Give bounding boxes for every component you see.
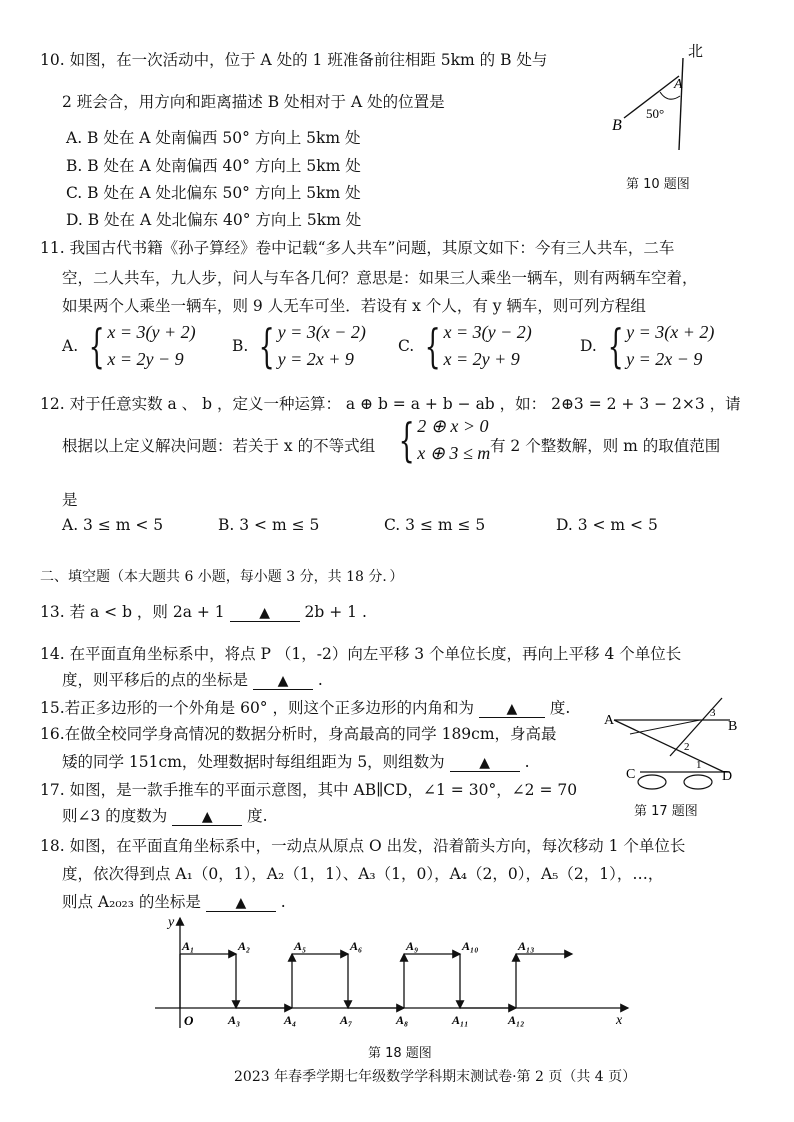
q14-line2: 度，则平移后的点的坐标是 ▲ . — [62, 671, 323, 689]
bottom-point-label: A₁₂ — [508, 1013, 525, 1027]
label-2: 2 — [684, 741, 690, 753]
q10-option-c: C. B 处在 A 处北偏东 50° 方向上 5km 处 — [66, 184, 361, 202]
label-b: B — [728, 719, 738, 734]
q17-line1: 17. 如图，是一款手推车的平面示意图，其中 AB∥CD，∠1 = 30°，∠2 = 70 — [40, 781, 578, 799]
top-point-label: A₁₃ — [518, 939, 535, 953]
answer-blank[interactable]: ▲ — [206, 895, 276, 912]
q11-option-a: A. { x = 3(y + 2) x = 2y − 9 — [62, 319, 196, 373]
axis-x-label: x — [616, 1013, 623, 1028]
label-3: 3 — [710, 707, 716, 719]
axis-y-label: y — [168, 915, 175, 930]
page-footer: 2023 年春季学期七年级数学学科期末测试卷·第 2 页（共 4 页） — [234, 1069, 637, 1085]
q10-option-b: B. B 处在 A 处南偏西 40° 方向上 5km 处 — [66, 157, 361, 175]
q18-line1: 18. 如图，在平面直角坐标系中，一动点从原点 O 出发，沿着箭头方向，每次移动 1 个单位长 — [40, 837, 686, 855]
label-c: C — [626, 767, 636, 782]
answer-blank[interactable]: ▲ — [450, 755, 520, 772]
section-2-heading: 二、填空题（本大题共 6 小题，每小题 3 分，共 18 分．） — [40, 569, 404, 585]
bottom-point-label: A₈ — [396, 1013, 409, 1027]
q11-option-b: B. { y = 3(x − 2) y = 2x + 9 — [232, 319, 366, 373]
q12-line1: 12. 对于任意实数 a 、 b ，定义一种运算： a ⊕ b = a + b − ab ，如： 2⊕3 = 2 + 3 − 2×3 ，请 — [40, 395, 741, 413]
angle-label: 50° — [646, 106, 665, 121]
q13: 13. 若 a < b ，则 2a + 1 ▲ 2b + 1 . — [40, 603, 367, 621]
q18-line2: 度，依次得到点 A₁（0，1），A₂（1，1）、A₃（1，0），A₄（2，0），A₅（2，1），…， — [62, 865, 664, 883]
q10-caption: 第 10 题图 — [626, 177, 690, 192]
q10-line2: 2 班会合，用方向和距离描述 B 处相对于 A 处的位置是 — [62, 93, 445, 111]
q16-line2: 矮的同学 151cm，处理数据时每组组距为 5，则组数为 ▲ . — [62, 753, 530, 771]
label-d: D — [722, 769, 733, 784]
answer-blank[interactable]: ▲ — [479, 701, 545, 718]
q15: 15.若正多边形的一个外角是 60° ，则这个正多边形的内角和为 ▲ 度. — [40, 699, 571, 717]
q12-option-d: D. 3 < m < 5 — [556, 516, 658, 534]
q10-figure — [600, 38, 720, 156]
q12-line2a: 根据以上定义解决问题：若关于 x 的不等式组 — [62, 437, 376, 455]
q12-line2b: 有 2 个整数解，则 m 的取值范围 — [490, 437, 721, 455]
bottom-point-label: A₃ — [228, 1013, 241, 1027]
top-point-label: A₁ — [182, 939, 195, 953]
answer-blank[interactable]: ▲ — [172, 809, 242, 826]
north-label: 北 — [688, 44, 704, 60]
q16-line1: 16.在做全校同学身高情况的数据分析时，身高最高的同学 189cm，身高最 — [40, 725, 557, 743]
q17-caption: 第 17 题图 — [634, 804, 698, 819]
q12-system: { 2 ⊕ x > 0 x ⊕ 3 ≤ m — [398, 413, 491, 467]
point-b-label: B — [612, 117, 622, 134]
origin-label: O — [184, 1013, 194, 1028]
q11-line1: 11. 我国古代书籍《孙子算经》卷中记载“多人共车”问题，其原文如下：今有三人共车，二车 — [40, 239, 675, 257]
q10-line1: 10. 如图，在一次活动中，位于 A 处的 1 班准备前往相距 5km 的 B 处与 — [40, 51, 548, 69]
top-point-label: A₆ — [350, 939, 363, 953]
top-point-label: A₉ — [406, 939, 419, 953]
q12-option-b: B. 3 < m ≤ 5 — [218, 516, 320, 534]
point-a-label: A — [674, 77, 683, 92]
q11-option-c: C. { x = 3(y − 2) x = 2y + 9 — [398, 319, 532, 373]
top-point-label: A₂ — [238, 939, 251, 953]
q11-line2: 空，二人共车，九人步，问人与车各几何？意思是：如果三人乘坐一辆车，则有两辆车空着， — [62, 269, 698, 287]
q18-line3: 则点 A₂₀₂₃ 的坐标是 ▲ . — [62, 893, 286, 911]
top-point-label: A₁₀ — [462, 939, 479, 953]
q12-option-c: C. 3 ≤ m ≤ 5 — [384, 516, 486, 534]
bottom-point-label: A₄ — [284, 1013, 297, 1027]
q10-option-a: A. B 处在 A 处南偏西 50° 方向上 5km 处 — [66, 129, 361, 147]
q18-caption: 第 18 题图 — [368, 1046, 432, 1061]
q11-line3: 如果两个人乘坐一辆车，则 9 人无车可坐．若设有 x 个人，有 y 辆车，则可列方程组 — [62, 297, 646, 315]
q10-option-d: D. B 处在 A 处北偏东 40° 方向上 5km 处 — [66, 211, 362, 229]
bottom-point-label: A₇ — [340, 1013, 353, 1027]
answer-blank[interactable]: ▲ — [230, 605, 300, 622]
q12-line3: 是 — [62, 491, 78, 509]
label-1: 1 — [696, 759, 702, 771]
answer-blank[interactable]: ▲ — [253, 673, 313, 690]
q12-option-a: A. 3 ≤ m < 5 — [62, 516, 164, 534]
q17-figure — [600, 694, 740, 798]
label-a: A — [604, 713, 615, 728]
q11-option-d: D. { y = 3(x + 2) y = 2x − 9 — [580, 319, 715, 373]
bottom-point-label: A₁₁ — [452, 1013, 469, 1027]
q17-line2: 则∠3 的度数为 ▲ 度. — [62, 807, 268, 825]
top-point-label: A₅ — [294, 939, 307, 953]
q14-line1: 14. 在平面直角坐标系中，将点 P （1，-2）向左平移 3 个单位长度，再向上平移 4 个单位长 — [40, 645, 682, 663]
q18-figure — [150, 910, 640, 1035]
